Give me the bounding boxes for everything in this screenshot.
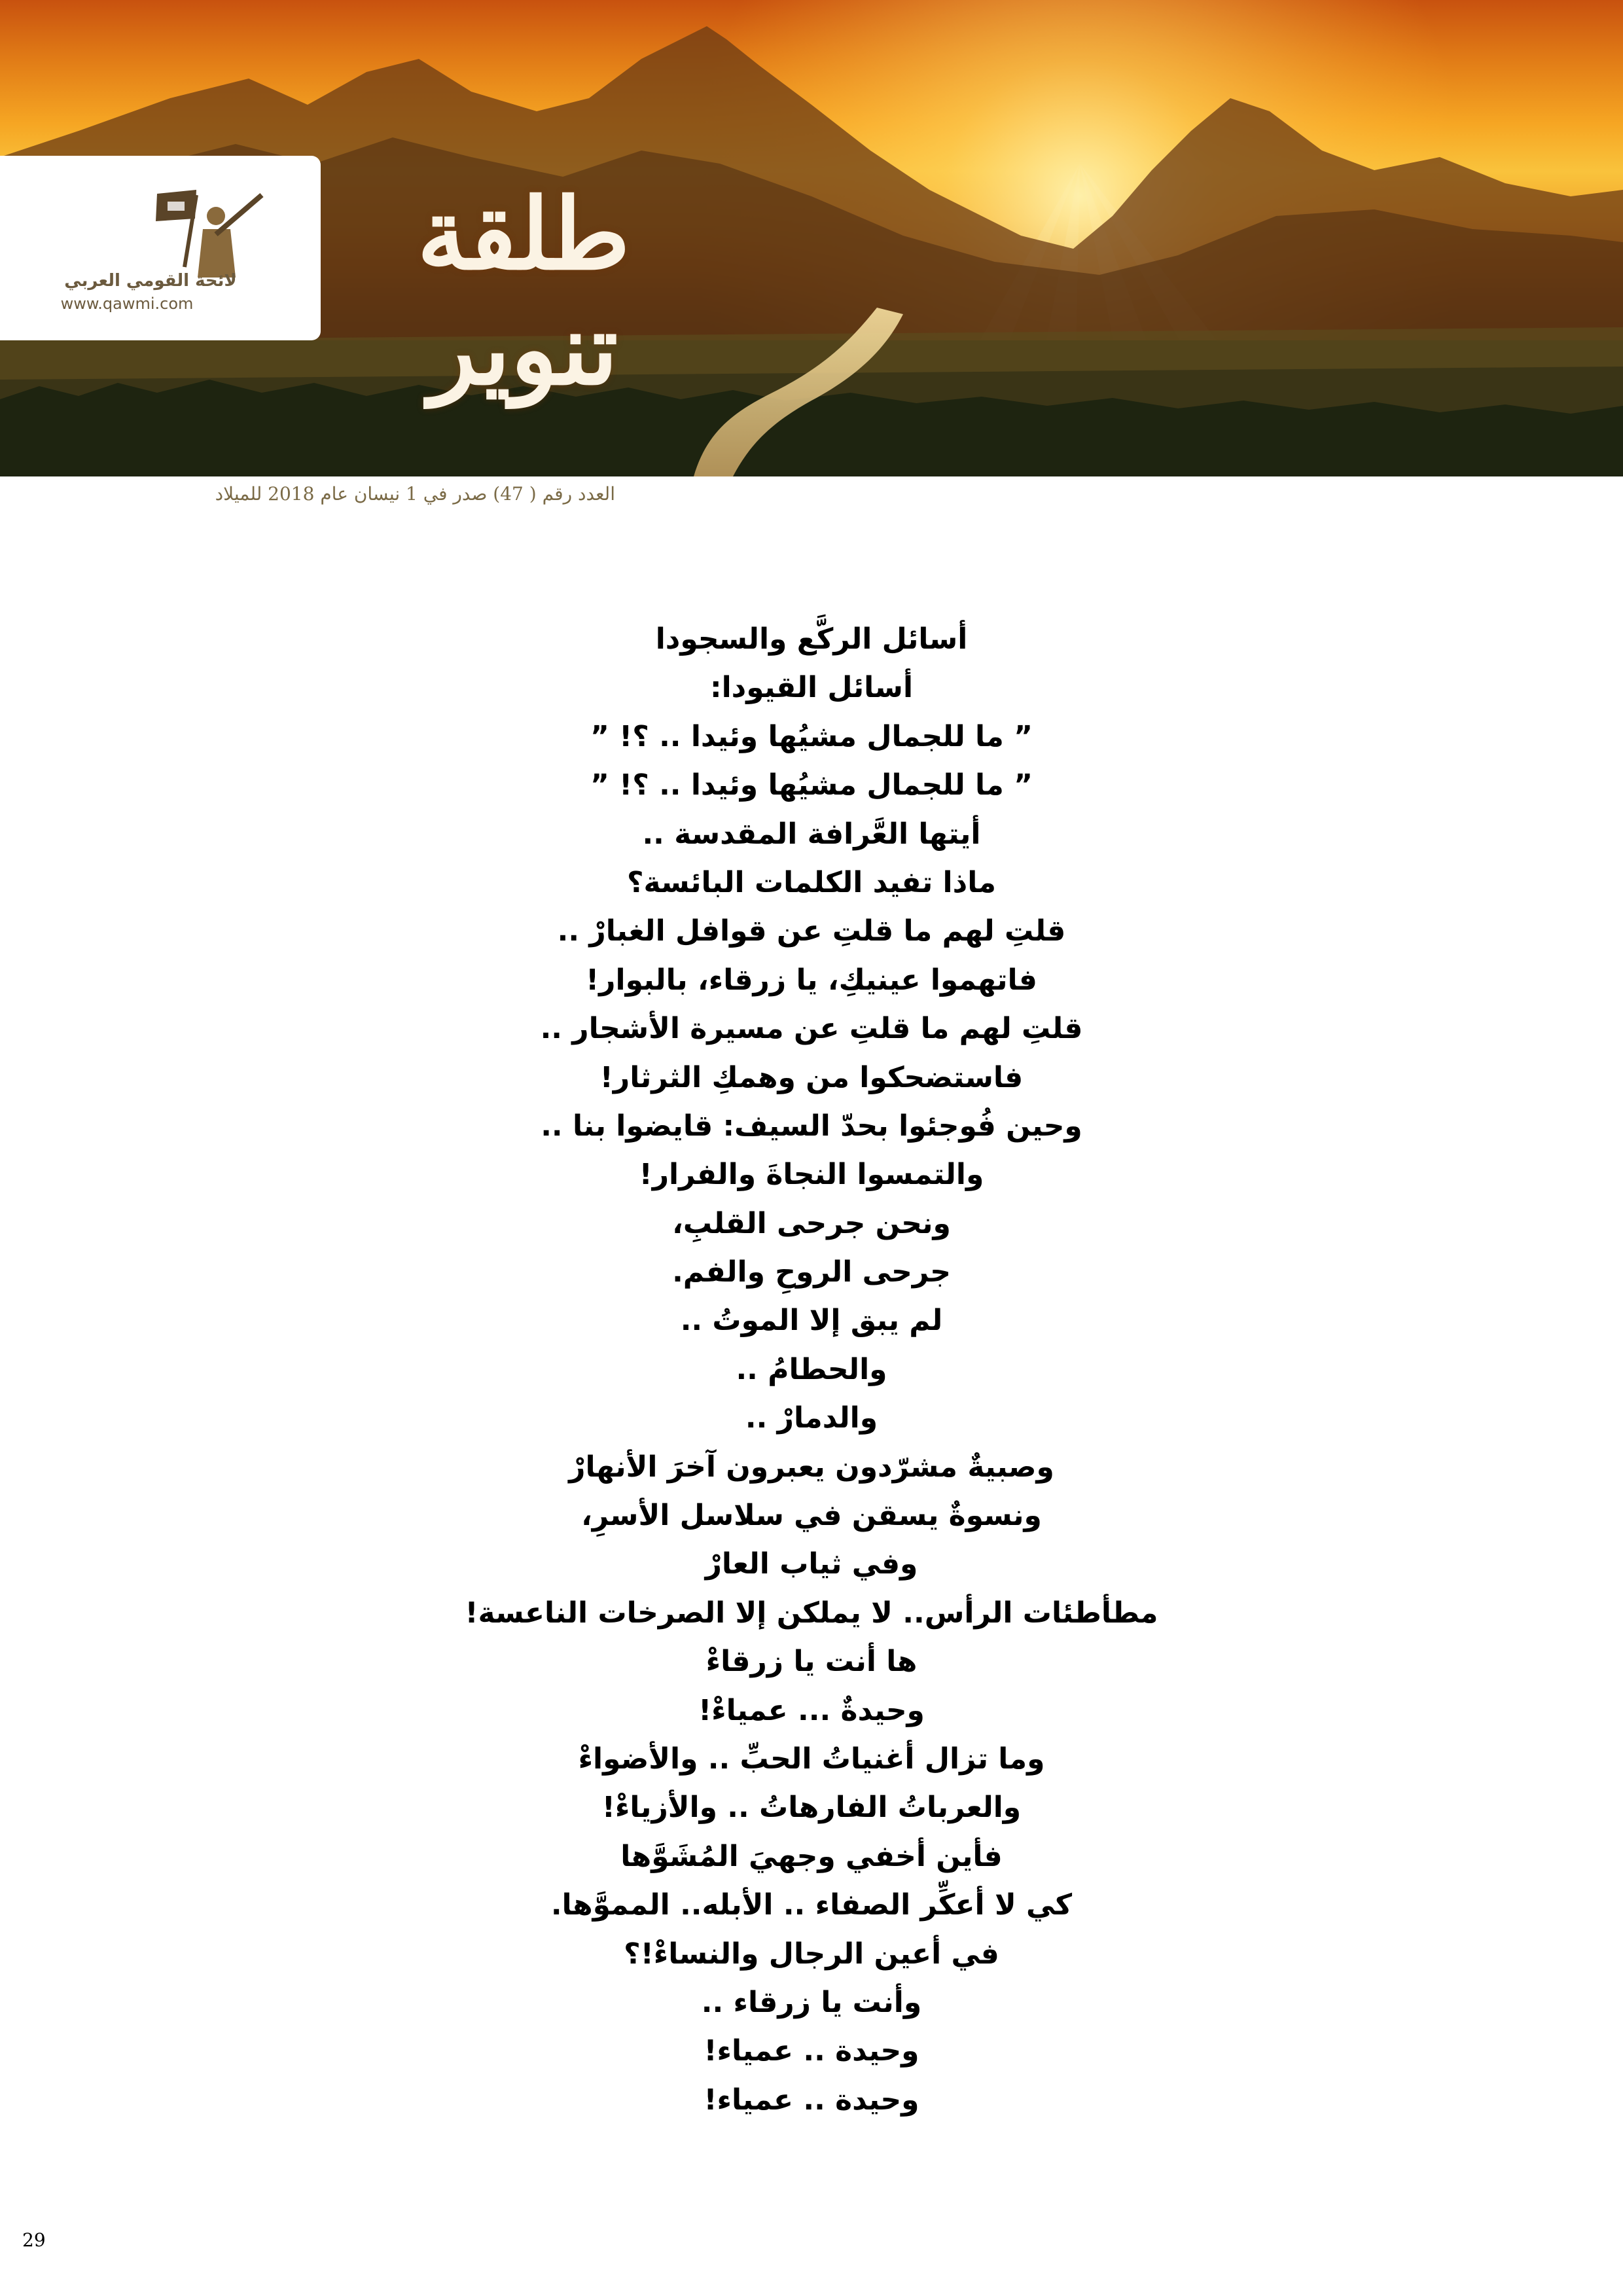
- poem-line: والتمسوا النجاةَ والفرار!: [639, 1158, 984, 1192]
- header-banner: [0, 0, 1623, 476]
- poem-line: ونسوةٌ يسقن في سلاسل الأسرِ،: [581, 1499, 1042, 1533]
- poem-line: كي لا أعكِّر الصفاء .. الأبله.. المموَّها.: [550, 1888, 1073, 1922]
- poem-line: وحيدةٌ ... عمياءْ!: [698, 1693, 925, 1727]
- poem-line: وحيدة .. عمياء!: [704, 2034, 919, 2068]
- poem-line: فاستضحكوا من وهمكِ الثرثار!: [599, 1060, 1024, 1094]
- logo-url: www.qawmi.com: [60, 295, 194, 313]
- poem-line: وحين فُوجئوا بحدّ السيف: قايضوا بنا ..: [541, 1109, 1082, 1143]
- logo: [0, 156, 321, 340]
- poem-line: وما تزال أغنياتُ الحبِّ .. والأضواءْ: [578, 1742, 1045, 1776]
- poem-line: أيتها العَّرافة المقدسة ..: [642, 817, 981, 851]
- poem-line: قلتِ لهم ما قلتِ عن مسيرة الأشجار ..: [540, 1012, 1083, 1046]
- issue-info: العدد رقم ( 47) صدر في 1 نيسان عام 2018 للميلاد: [215, 483, 615, 505]
- poem-line: أسائل القيودا:: [709, 671, 914, 705]
- poem-body: [353, 615, 1270, 2125]
- poem-line: قلتِ لهم ما قلتِ عن قوافل الغبارْ ..: [557, 914, 1066, 948]
- poem-line: وحيدة .. عمياء!: [704, 2083, 919, 2117]
- poem-line: ” ما للجمال مشيُها وئيدا .. ؟! ”: [590, 768, 1033, 802]
- poem-line: ” ما للجمال مشيُها وئيدا .. ؟! ”: [590, 719, 1033, 753]
- poem-line: والدمارْ ..: [745, 1401, 878, 1435]
- poem-line: فأين أخفي وجهيَ المُشَوَّها: [620, 1839, 1003, 1873]
- poem-line: في أعين الرجال والنساءْ!؟: [624, 1937, 999, 1971]
- poem-line: وأنت يا زرقاء ..: [701, 1985, 922, 2019]
- masthead-title: طلقة تنوير: [417, 177, 630, 407]
- poem-line: والحطامُ ..: [736, 1352, 887, 1386]
- poem-line: ماذا تفيد الكلمات البائسة؟: [627, 865, 996, 899]
- poem-line: أسائل الركَّع والسجودا: [655, 622, 968, 656]
- poem-line: وفي ثياب العارْ: [705, 1547, 918, 1581]
- page-number: 29: [22, 2229, 46, 2251]
- poem-line: فاتهموا عينيكِ، يا زرقاء، بالبوار!: [586, 963, 1037, 997]
- poem-line: لم يبق إلا الموتُ ..: [680, 1304, 943, 1338]
- poem-line: مطأطئات الرأس.. لا يملكن إلا الصرخات الناعسة!: [465, 1596, 1158, 1630]
- logo-name: لائحة القومي العربي: [64, 271, 237, 291]
- poem-line: وصبيةٌ مشرّدون يعبرون آخرَ الأنهارْ: [569, 1450, 1054, 1484]
- poem-line: والعرباتُ الفارهاتُ .. والأزياءْ!: [601, 1791, 1022, 1825]
- poem-line: ها أنت يا زرقاءْ: [705, 1645, 918, 1679]
- poem-line: ونحن جرحى القلبِ،: [672, 1206, 951, 1240]
- poem-line: جرحى الروحِ والفم.: [672, 1255, 951, 1289]
